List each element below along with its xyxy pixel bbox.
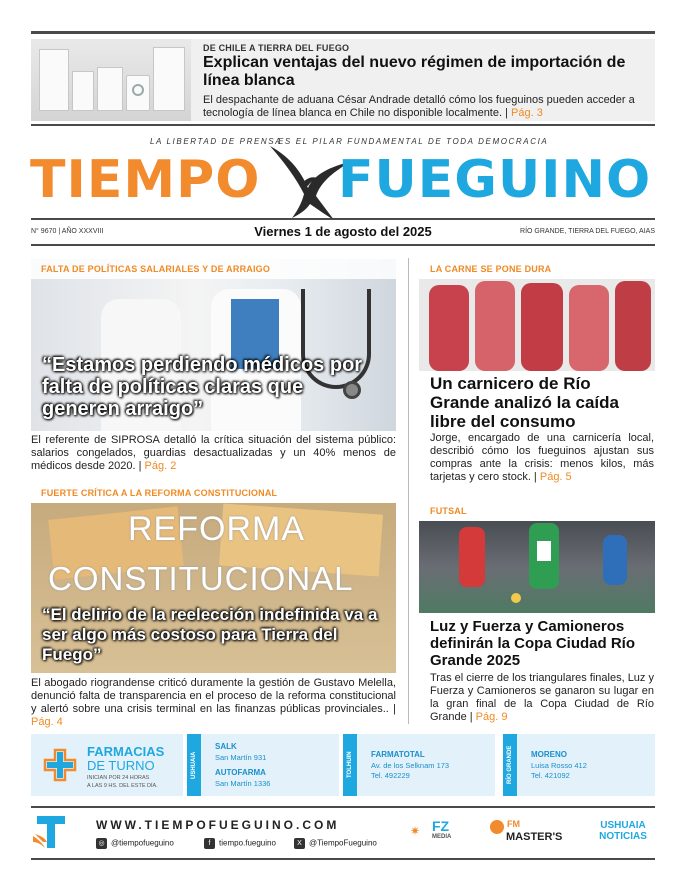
facebook-icon: f	[204, 838, 215, 849]
futsal-page-ref[interactable]: Pág. 9	[475, 711, 508, 723]
pharmacy-name: FARMATOTAL	[371, 750, 425, 759]
top-rule	[31, 31, 655, 34]
pharmacies-note-2: A LAS 9 HS. DEL ESTE DÍA.	[87, 783, 158, 789]
fm-icon	[490, 820, 504, 834]
pharmacy-phone: Tel. 421092	[531, 771, 570, 780]
issue-date: Viernes 1 de agosto del 2025	[254, 224, 432, 239]
reforma-summary: El abogado riograndense criticó duramente la gestión de Gustavo Melella, denunció falta de transparencia en el proceso de la reforma constitucional y alertó sobre una crisis terminal en las finanzas públicas provinciales.. | Pág. 4	[31, 677, 396, 728]
medicos-page-ref[interactable]: Pág. 2	[144, 460, 177, 472]
x-icon: X	[294, 838, 305, 849]
pharmacies-title-2: DE TURNO	[87, 758, 155, 773]
medicos-kicker: FALTA DE POLÍTICAS SALARIALES Y DE ARRAIGO	[41, 264, 271, 274]
teaser-bottom-rule	[31, 124, 655, 126]
teaser-page-ref[interactable]: Pág. 3	[511, 107, 543, 119]
futsal-kicker: FUTSAL	[430, 506, 467, 516]
column-divider	[408, 258, 409, 724]
dots-icon: ✷	[410, 824, 421, 838]
pharmacy-address: Luisa Rosso 412	[531, 761, 587, 770]
meat-photo[interactable]	[419, 259, 655, 371]
teaser-summary: El despachante de aduana César Andrade detalló cómo los fueguinos pueden acceder a tecnología de línea blanca en Chile no disponible localmente. | Pág. 3	[203, 94, 635, 119]
logo-word-tiempo[interactable]: TIEMPO	[30, 150, 261, 210]
medicos-summary: El referente de SIPROSA detalló la crítica situación del sistema público: salarios congelados, guardias desactualizadas y un 40% menos de médicos desde 2020. | Pág. 2	[31, 434, 396, 472]
pharmacies-title-1: FARMACIAS	[87, 744, 165, 759]
teaser-headline[interactable]: Explican ventajas del nuevo régimen de importación de línea blanca	[203, 54, 626, 89]
carne-summary: Jorge, encargado de una carnicería local, describió cómo los fueguinos ajustan sus compras ante la crisis: menos kilos, más tarjetas y cero stock. | Pág. 5	[430, 432, 654, 483]
carne-page-ref[interactable]: Pág. 5	[539, 471, 572, 483]
reforma-banner-line-1: REFORMA	[128, 510, 305, 548]
pharmacy-block-ushuaia	[187, 734, 339, 796]
tf-mark-icon	[31, 814, 69, 850]
reforma-headline[interactable]: “El delirio de la reelección indefinida va a ser algo más costoso para Tierra del Fuego”	[42, 605, 378, 664]
pharmacy-address: San Martín 1336	[215, 779, 271, 788]
website-link[interactable]: WWW.TIEMPOFUEGUINO.COM	[96, 818, 340, 832]
city-tag-ushuaia: USHUAIA	[187, 734, 201, 796]
carne-headline[interactable]: Un carnicero de Río Grande analizó la caída libre del consumo	[430, 374, 619, 431]
carne-kicker: LA CARNE SE PONE DURA	[430, 264, 552, 274]
facebook-link[interactable]: f tiempo.fueguino	[204, 838, 276, 849]
city-tag-tolhuin: TOLHUIN	[343, 734, 357, 796]
logo-word-fueguino[interactable]: FUEGUINO	[338, 150, 652, 210]
issue-number: N° 9670 | AÑO XXXVIII	[31, 228, 104, 235]
futsal-photo[interactable]	[419, 501, 655, 613]
pharmacies-section	[31, 734, 655, 796]
pharmacy-name: MORENO	[531, 750, 567, 759]
issue-location: RÍO GRANDE, TIERRA DEL FUEGO, AIAS	[520, 228, 655, 235]
masthead-bottom-rule	[31, 244, 655, 246]
reforma-banner-line-2: CONSTITUCIONAL	[48, 560, 354, 597]
fm-masters-logo[interactable]: FM MASTER'S	[490, 818, 572, 844]
ushuaia-noticias-logo[interactable]: USHUAIA NOTICIAS	[599, 820, 647, 842]
pharmacies-note-1: INICIAN POR 24 HORAS	[87, 775, 150, 781]
city-tag-rio-grande: RÍO GRANDE	[503, 734, 517, 796]
pharmacy-block-rio-grande	[503, 734, 655, 796]
pharmacy-phone: Tel. 492229	[371, 771, 410, 780]
pharmacy-name: SALK	[215, 742, 237, 751]
reforma-kicker: FUERTE CRÍTICA A LA REFORMA CONSTITUCIONAL	[41, 488, 278, 498]
tagline-part-1: LA LIBERTAD DE PRENSA	[150, 137, 283, 146]
pharmacy-address: San Martín 931	[215, 753, 267, 762]
pharmacy-name: AUTOFARMA	[215, 768, 266, 777]
tagline-part-2: ES EL PILAR FUNDAMENTAL DE TODA DEMOCRACIA	[278, 137, 549, 146]
cross-icon	[43, 748, 77, 782]
pharmacy-block-tolhuin	[343, 734, 495, 796]
footer-top-rule	[31, 806, 655, 808]
footer-bottom-rule	[31, 858, 655, 860]
medicos-headline[interactable]: “Estamos perdiendo médicos por falta de políticas claras que generen arraigo”	[42, 354, 363, 420]
teaser-story[interactable]	[31, 39, 655, 121]
futsal-headline[interactable]: Luz y Fuerza y Camioneros definirán la Copa Ciudad Río Grande 2025	[430, 618, 636, 669]
x-link[interactable]: X @TiempoFueguino	[294, 838, 377, 849]
fz-media-logo[interactable]: ✷ FZ MEDIA	[410, 818, 452, 840]
pharmacies-header	[31, 734, 183, 796]
reforma-page-ref[interactable]: Pág. 4	[31, 716, 63, 728]
appliances-photo	[31, 39, 191, 121]
futsal-summary: Tras el cierre de los triangulares finales, Luz y Fuerza y Camioneros se ganaron su lugar en la gran final de la Copa Ciudad de Río Grande | Pág. 9	[430, 672, 654, 723]
instagram-icon: ◎	[96, 838, 107, 849]
masthead-rule	[31, 218, 655, 220]
teaser-kicker: DE CHILE A TIERRA DEL FUEGO	[203, 43, 350, 53]
pharmacy-address: Av. de los Selknam 173	[371, 761, 450, 770]
instagram-link[interactable]: ◎ @tiempofueguino	[96, 838, 174, 849]
